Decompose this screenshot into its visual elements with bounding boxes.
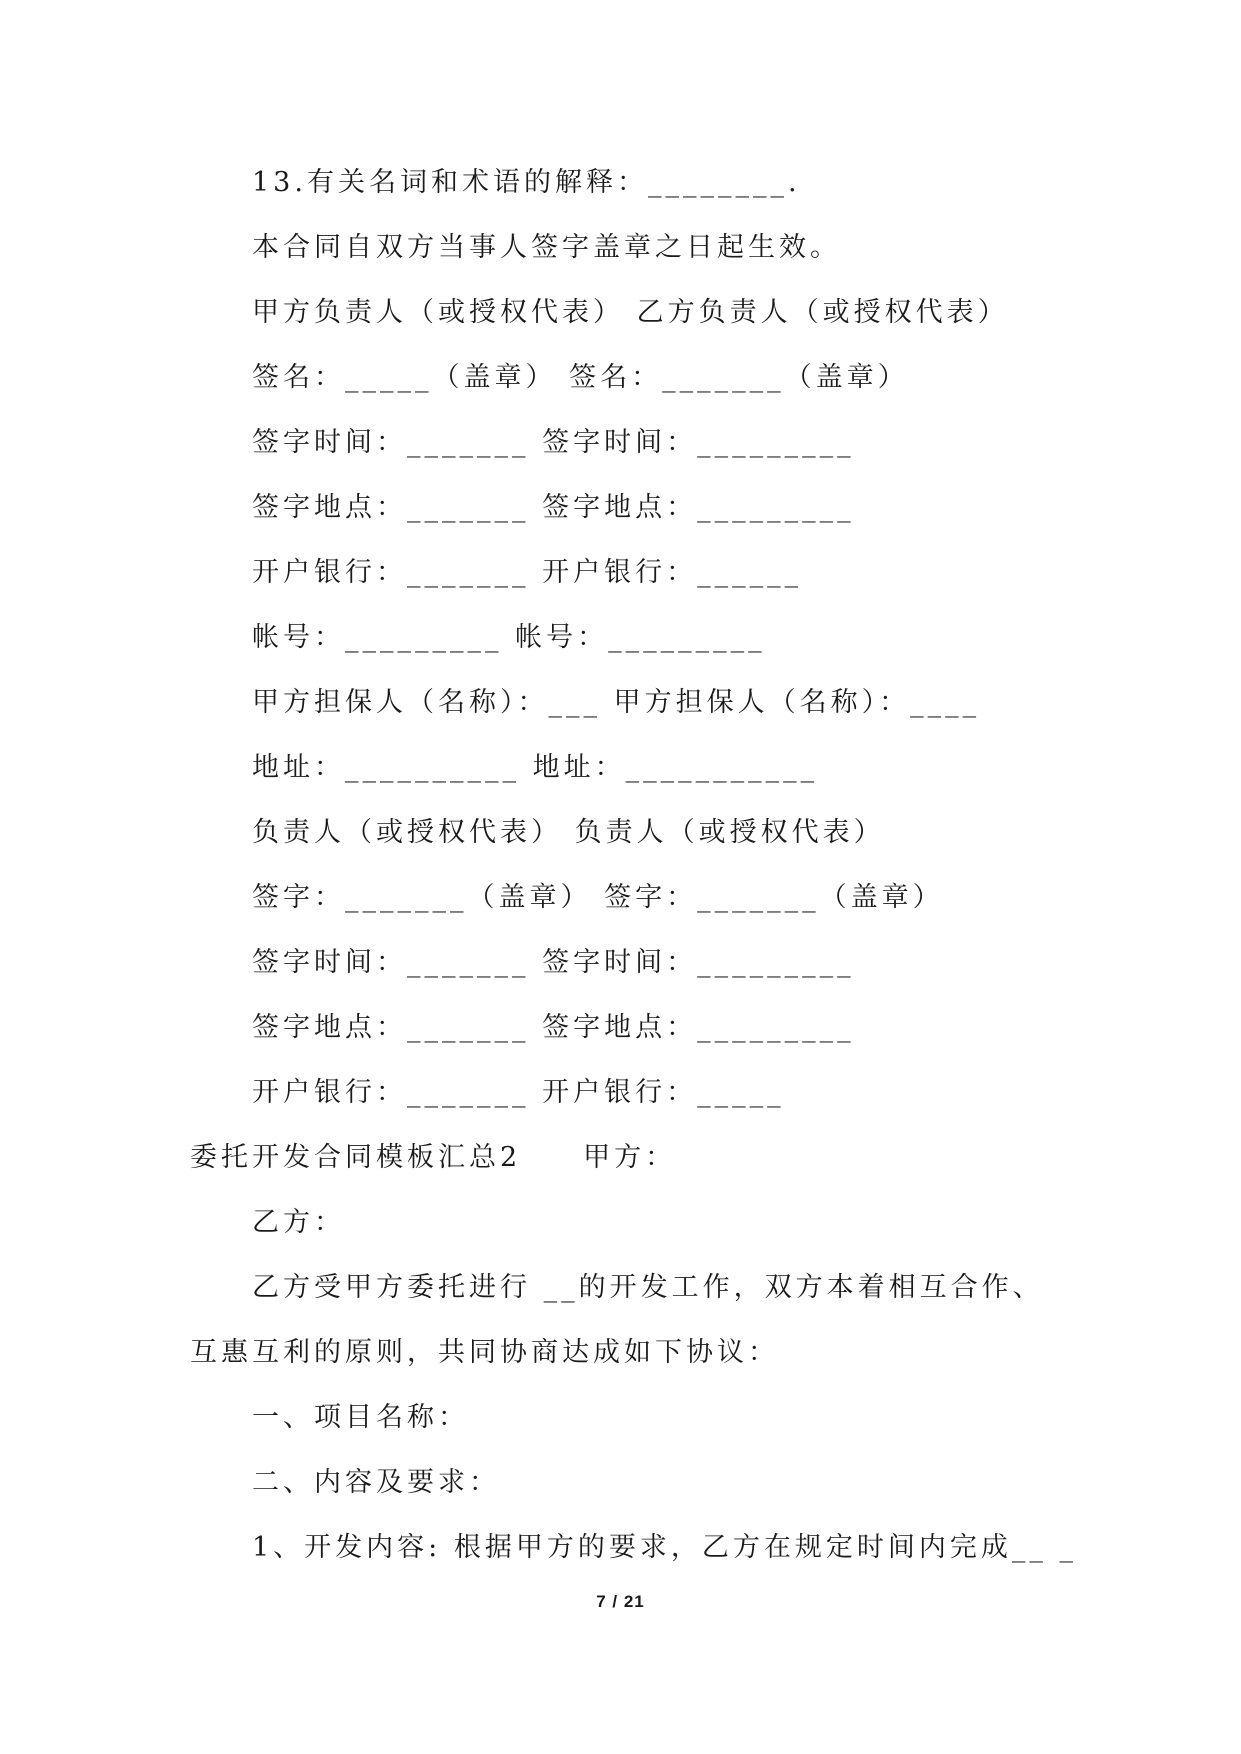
bank-line: 开户银行：_______ 开户银行：______	[252, 557, 803, 588]
clause-13-terms: 13.有关名词和术语的解释：________.	[252, 167, 801, 198]
signature-line: 签名：_____（盖章） 签名：_______（盖章）	[252, 362, 909, 393]
signing-place-line: 签字地点：_______ 签字地点：_________	[252, 492, 855, 523]
section-title-party-a: 委托开发合同模板汇总2 甲方：	[190, 1142, 677, 1173]
effective-clause: 本合同自双方当事人签字盖章之日起生效。	[252, 232, 841, 263]
item-2-content-requirements: 二、内容及要求：	[252, 1467, 500, 1498]
item-1-project-name: 一、项目名称：	[252, 1402, 469, 1433]
intro-paragraph-line-1: 乙方受甲方委托进行 __的开发工作，双方本着相互合作、	[252, 1272, 1044, 1303]
page-number: 7 / 21	[596, 1592, 645, 1611]
party-b-line: 乙方：	[252, 1207, 345, 1238]
guarantor-signing-place-line: 签字地点：_______ 签字地点：_________	[252, 1012, 855, 1043]
guarantor-signature-line: 签字：_______（盖章） 签字：_______（盖章）	[252, 882, 944, 913]
guarantor-line: 甲方担保人（名称）：___ 甲方担保人（名称）：____	[252, 687, 981, 718]
subitem-1-development-content: 1、开发内容: 根据甲方的要求，乙方在规定时间内完成__ _	[252, 1532, 1077, 1563]
signing-time-line: 签字时间：_______ 签字时间：_________	[252, 427, 855, 458]
party-representatives-heading: 甲方负责人（或授权代表） 乙方负责人（或授权代表）	[252, 297, 1009, 328]
address-line: 地址：__________ 地址：___________	[252, 752, 819, 783]
guarantor-representatives-heading: 负责人（或授权代表） 负责人（或授权代表）	[252, 817, 885, 848]
guarantor-signing-time-line: 签字时间：_______ 签字时间：_________	[252, 947, 855, 978]
intro-paragraph-line-2: 互惠互利的原则，共同协商达成如下协议：	[190, 1337, 779, 1368]
account-line: 帐号：_________ 帐号：_________	[252, 622, 766, 653]
guarantor-bank-line: 开户银行：_______ 开户银行：_____	[252, 1077, 785, 1108]
